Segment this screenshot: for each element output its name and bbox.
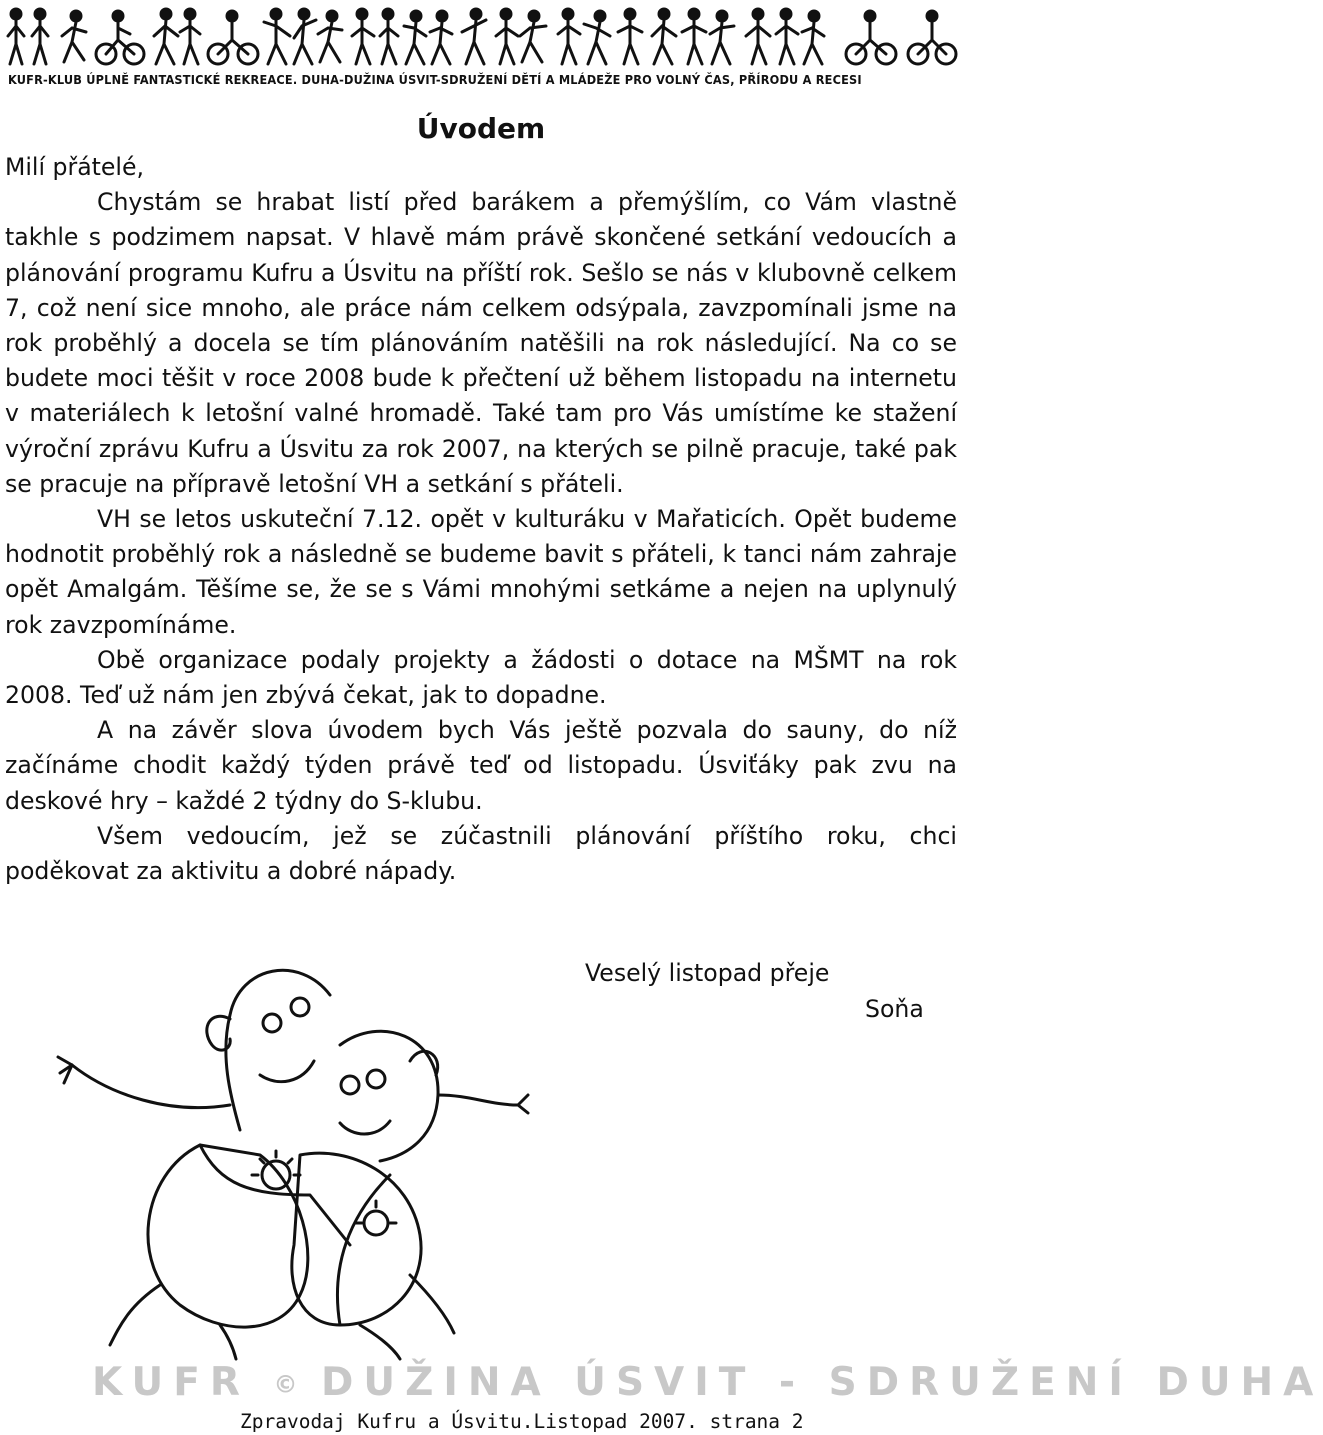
author-name: Soňa: [865, 995, 924, 1023]
figure-group-8: [652, 9, 734, 64]
figure-group-5: [352, 9, 452, 64]
left-character-sun-badge: [262, 1161, 290, 1189]
right-character-eye-1: [341, 1076, 359, 1094]
left-character-eye-2: [291, 998, 309, 1016]
footer-logo-symbol: ©: [273, 1370, 298, 1399]
right-character-strap: [337, 1175, 390, 1325]
left-character-body: [148, 1145, 308, 1327]
left-leg-1: [110, 1285, 160, 1345]
figure-group-3: [154, 9, 258, 64]
footer-logo-left: KUFR: [92, 1360, 250, 1405]
paragraph-3: Obě organizace podaly projekty a žádosti o dotace na MŠMT na rok 2008. Teď už nám jen zbývá čekat, jak to dopadne.: [5, 645, 957, 710]
banner-caption: KUFR-KLUB ÚPLNĚ FANTASTICKÉ REKREACE. DUHA-DUŽINA ÚSVIT-SDRUŽENÍ DĚTÍ A MLÁDEŽE PRO VOLNÝ ČAS, PŘÍRODU A RECESI: [8, 72, 862, 87]
left-leg-2: [220, 1325, 236, 1359]
right-character-eye-2: [367, 1070, 385, 1088]
figure-group-10: [846, 11, 956, 64]
right-leg-2: [410, 1275, 454, 1333]
right-character-body: [292, 1153, 421, 1325]
footer-logo: [92, 1360, 1323, 1406]
article-title-text: Úvodem: [416, 112, 546, 145]
right-character-arm: [438, 1095, 518, 1105]
left-character-smile: [260, 1061, 314, 1082]
header-banner: [0, 0, 960, 100]
banner-figures-illustration: [6, 6, 956, 68]
right-character-hand: [518, 1095, 528, 1113]
left-character-arm: [72, 1065, 230, 1108]
footer-logo-right: DUŽINA ÚSVIT - SDRUŽENÍ DUHA: [321, 1360, 1323, 1405]
right-character-smile: [340, 1121, 390, 1134]
right-leg-1: [360, 1325, 400, 1359]
left-character-head-outline: [226, 970, 330, 1130]
hugging-characters-illustration: [50, 945, 530, 1365]
figure-group-7: [558, 9, 642, 64]
left-character-hand: [58, 1057, 72, 1083]
figure-group-9: [746, 9, 824, 64]
signoff: Veselý listopad přeje: [585, 959, 830, 987]
paragraph-2: VH se letos uskuteční 7.12. opět v kulturáku v Mařaticích. Opět budeme hodnotit proběhlý rok a následně se budeme bavit s přáteli, k tanci nám zahraje opět Amalgám. Těšíme se, že se s Vámi mnohými setkáme a nejen na uplynulý rok zavzpomínáme.: [5, 505, 957, 639]
figure-group-1: [8, 9, 48, 64]
paragraph-4: A na závěr slova úvodem bych Vás ještě pozvala do sauny, do níž začínáme chodit každý týden právě teď od listopadu. Úsviťáky pak zvu na deskové hry – každé 2 týdny do S-klubu.: [5, 716, 957, 815]
paragraph-1: Chystám se hrabat listí před barákem a přemýšlím, co Vám vlastně takhle s podzimem napsat. V hlavě mám právě skončené setkání vedoucích a plánování programu Kufru a Úsvitu na příští rok. Sešlo se nás v klubovně celkem 7, což není sice mnoho, ale práce nám celkem odsýpala, zavzpomínali jsme na rok proběhlý a docela se tím plánováním natěšili na rok následující. Na co se budete moci těšit v roce 2008 bude k přečtení už během listopadu na internetu v materiálech k letošní valné hromadě. Také tam pro Vás umístíme ke stažení výroční zprávu Kufru a Úsvitu za rok 2007, na kterých se pilně pracuje, také pak se pracuje na přípravě letošní VH a setkání s přáteli.: [5, 188, 957, 498]
greeting: Milí přátelé,: [5, 153, 144, 181]
article-body: [5, 150, 957, 889]
left-character-eye-1: [263, 1014, 281, 1032]
article-title: [0, 112, 960, 145]
page-footer: Zpravodaj Kufru a Úsvitu.Listopad 2007. strana 2: [240, 1410, 804, 1433]
figure-group-4: [264, 9, 342, 64]
paragraph-5: Všem vedoucím, jež se zúčastnili plánování příštího roku, chci poděkovat za aktivitu a dobré nápady.: [5, 821, 957, 886]
figure-group-2: [62, 11, 144, 64]
right-character-sun-badge: [364, 1211, 388, 1235]
figure-group-6: [462, 9, 546, 64]
